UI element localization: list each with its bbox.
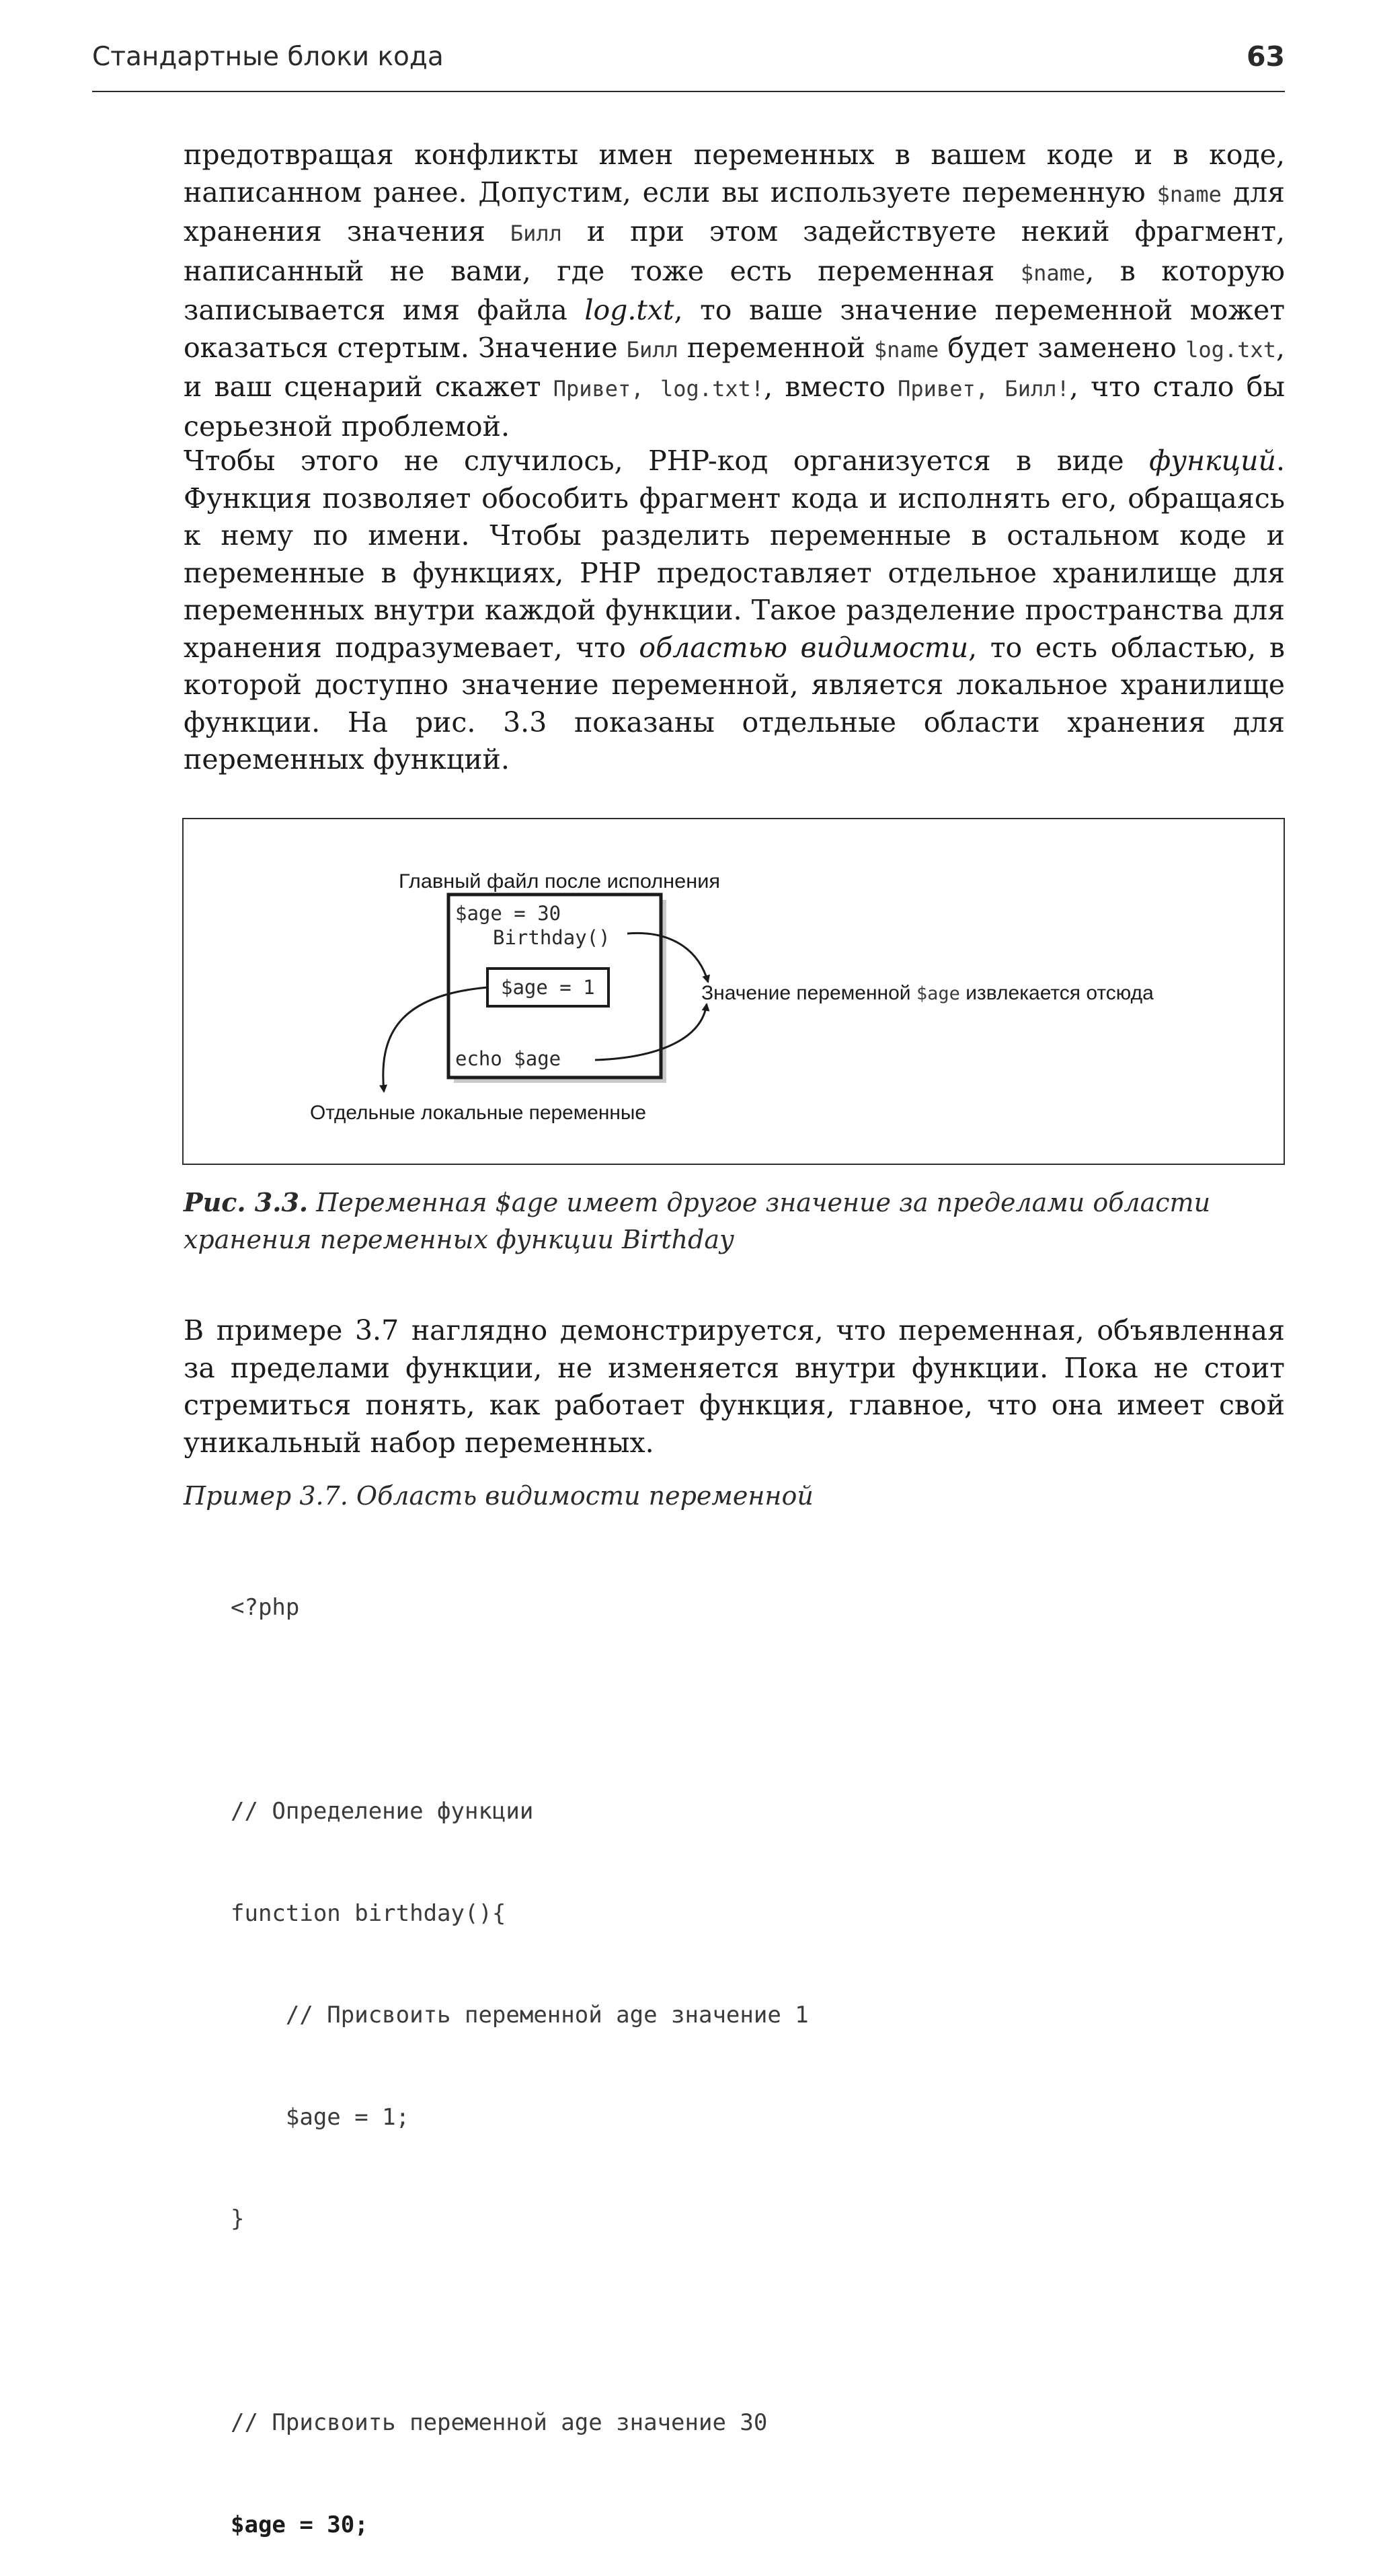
example-title: Пример 3.7. Область видимости переменной [184,1481,814,1511]
p1-text: предотвращая конфликты имен переменных в вашем коде и в коде, написанном ранее. Допустим, если вы используете переменную [184,139,1285,209]
code-line: } [231,2205,245,2232]
figure-3-3 [182,818,1285,1165]
value-source-text: Значение переменной [701,982,916,1004]
code-line: <?php [231,1594,300,1621]
code-line: // Присвоить переменной age значение 30 [231,2409,768,2436]
p1-text: , то ваше значение переменной может оказаться стертым. Значение [184,294,1286,364]
p1-text: для хранения значения [184,176,1285,248]
code-listing [231,1523,809,2576]
p2-text: . Функция позволяет обособить фрагмент кода и исполнять его, обращаясь к нему по имени. Чтобы разделить переменные в остальном коде и переменные в функциях, PHP предоставляет отдельное хранилище для переменных внутри каждой функции. Такое разделение пространства для хранения подразумевает, что [184,445,1285,664]
value-source-text: извлекается отсюда [959,982,1154,1004]
code-birthday-call: Birthday() [493,926,611,949]
local-vars-label: Отдельные локальные переменные [310,1102,646,1124]
code-line: // Определение функции [231,1798,534,1825]
p1-code: log.txt [1185,336,1276,363]
paragraph-3: В примере 3.7 наглядно демонстрируется, что переменная, объявленная за пределами функции, не изменяется внутри функции. Пока не стоит стремиться понять, как работает функция, главное, что она имеет свой уникальный набор переменных. [184,1314,1285,1459]
p1-text: переменной [678,331,874,364]
p1-code: $name [1156,181,1222,207]
p1-text: , и ваш сценарий скажет [184,331,1285,403]
p1-italic: log.txt [584,294,674,326]
p1-code: Привет, log.txt! [553,376,764,402]
main-file-label: Главный файл после исполнения [399,870,720,893]
code-line: // Присвоить переменной age значение 1 [231,2002,809,2029]
p1-text: и при этом задействуете некий фрагмент, написанный не вами, где тоже есть переменная [184,215,1285,287]
p1-code: $name [1020,260,1086,286]
code-line: function birthday(){ [231,1899,506,1927]
p2-italic: функций [1149,445,1276,477]
p2-text: Чтобы этого не случилось, PHP-код организуется в виде [184,445,1150,477]
p1-code: Билл [626,336,678,363]
code-line: $age = 30; [231,2511,368,2538]
p2-italic: областью видимости [639,631,969,664]
code-line: $age = 1; [231,2103,410,2131]
p2-text: , то есть областью, в которой доступно значение переменной, является локальное хранилище функции. На рис. 3.3 показаны отдельные области хранения для переменных функций. [184,631,1285,775]
page-number: 63 [1246,40,1285,73]
code-echo-age: echo $age [455,1047,561,1070]
caption-label: Рис. 3.3. [184,1187,309,1217]
code-line [231,2304,809,2339]
running-header-title: Стандартные блоки кода [92,42,444,72]
p1-text: , в которую записывается имя файла [184,254,1285,326]
p1-code: $name [873,336,939,363]
p1-text: будет заменено [939,331,1186,364]
value-source-label [701,982,1154,1004]
p1-text: , вместо [764,371,898,403]
code-line [231,1693,809,1727]
figure-caption [184,1184,1285,1258]
code-age-30: $age = 30 [455,902,561,925]
value-source-code: $age [916,983,960,1004]
p1-code: Привет, Билл! [898,376,1070,402]
code-age-1: $age = 1 [501,976,595,999]
paragraph-2 [184,443,1285,779]
p1-code: Билл [510,221,562,246]
p1-text: , что стало бы серьезной проблемой. [184,371,1285,443]
caption-text: Переменная $age имеет другое значение за пределами области хранения переменных функции Birthday [184,1188,1211,1254]
paragraph-1 [184,137,1285,445]
header-divider [92,91,1285,92]
scope-diagram [184,819,1286,1166]
